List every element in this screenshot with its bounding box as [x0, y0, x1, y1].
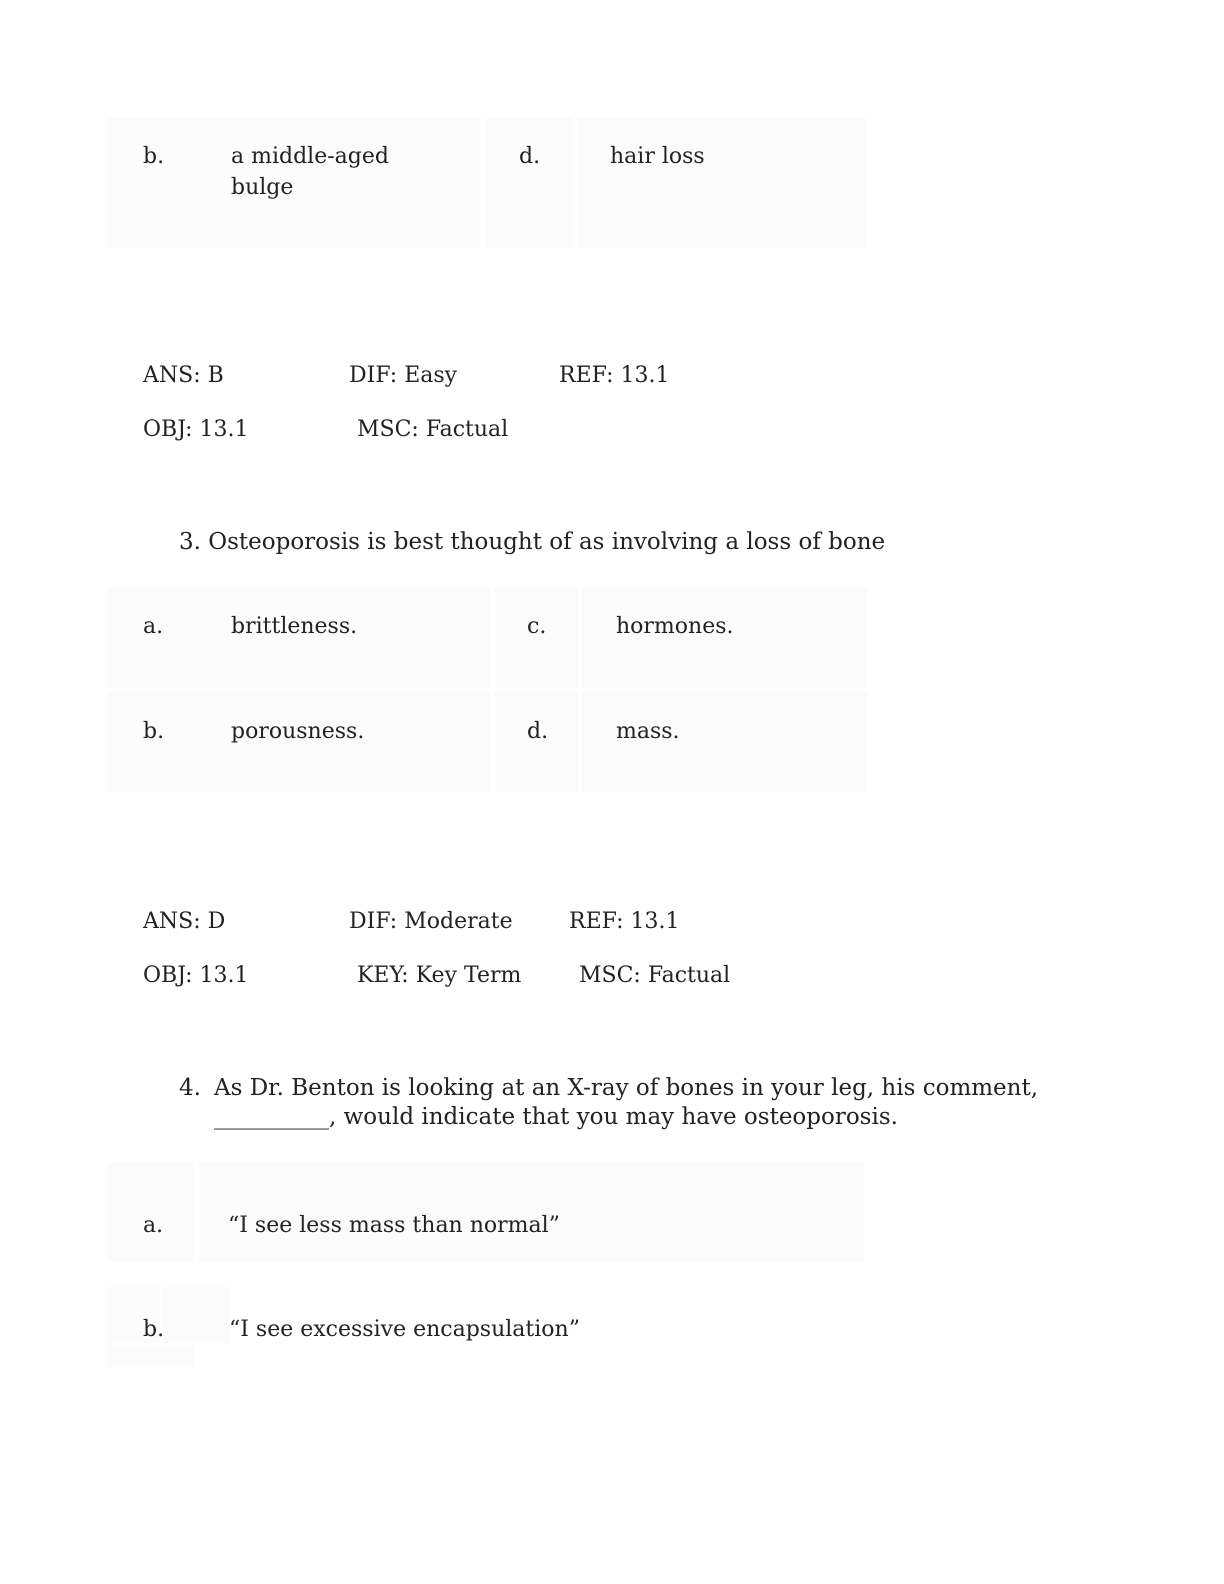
q3-option-d-text: mass. — [616, 719, 680, 744]
q3-stem: 3. Osteoporosis is best thought of as involving a loss of bone — [179, 529, 886, 555]
q3-option-b-text: porousness. — [231, 719, 365, 744]
q4-stem-line1: As Dr. Benton is looking at an X-ray of bones in your leg, his comment, — [214, 1075, 1039, 1101]
q3-option-a-text: brittleness. — [231, 614, 358, 639]
q4-stem-line2-text: , would indicate that you may have osteoporosis. — [329, 1104, 898, 1130]
q4-blank: __________ — [214, 1104, 329, 1130]
q4-option-a-letter: a. — [143, 1213, 164, 1238]
q3-misc: MSC: Factual — [579, 963, 731, 988]
q2-objective: OBJ: 13.1 — [143, 417, 249, 442]
q2-option-b-letter: b. — [143, 144, 165, 169]
q4-number: 4. — [179, 1075, 201, 1101]
q2-cell-d-letter — [486, 118, 572, 248]
q4-cell-a — [199, 1162, 864, 1262]
q2-option-d-text: hair loss — [610, 144, 705, 169]
q3-option-c-letter: c. — [527, 614, 547, 639]
q3-difficulty: DIF: Moderate — [349, 909, 513, 934]
q4-stem-line2 — [214, 1104, 898, 1130]
q4-cell-b-bottom — [108, 1345, 194, 1367]
q4-option-b-text: “I see excessive encapsulation” — [229, 1317, 580, 1342]
q2-reference: REF: 13.1 — [559, 363, 670, 388]
q4-cell-b-spacer — [163, 1287, 229, 1343]
q2-cell-b — [108, 118, 480, 248]
q4-option-a-text: “I see less mass than normal” — [228, 1213, 560, 1238]
q3-key: KEY: Key Term — [357, 963, 522, 988]
q2-difficulty: DIF: Easy — [349, 363, 458, 388]
q4-option-b-letter: b. — [143, 1317, 165, 1342]
q3-objective: OBJ: 13.1 — [143, 963, 249, 988]
q3-option-d-letter: d. — [527, 719, 549, 744]
q3-option-b-letter: b. — [143, 719, 165, 744]
q2-cell-d — [577, 118, 867, 248]
q2-misc: MSC: Factual — [357, 417, 509, 442]
q2-answer: ANS: B — [143, 363, 224, 388]
q3-answer: ANS: D — [143, 909, 226, 934]
q3-option-c-text: hormones. — [616, 614, 734, 639]
q2-option-d-letter: d. — [519, 144, 541, 169]
q3-option-a-letter: a. — [143, 614, 164, 639]
q3-reference: REF: 13.1 — [569, 909, 680, 934]
q4-cell-a-letter — [108, 1162, 194, 1262]
q2-option-b-text-line2: bulge — [231, 175, 294, 200]
q2-option-b-text-line1: a middle-aged — [231, 144, 389, 169]
